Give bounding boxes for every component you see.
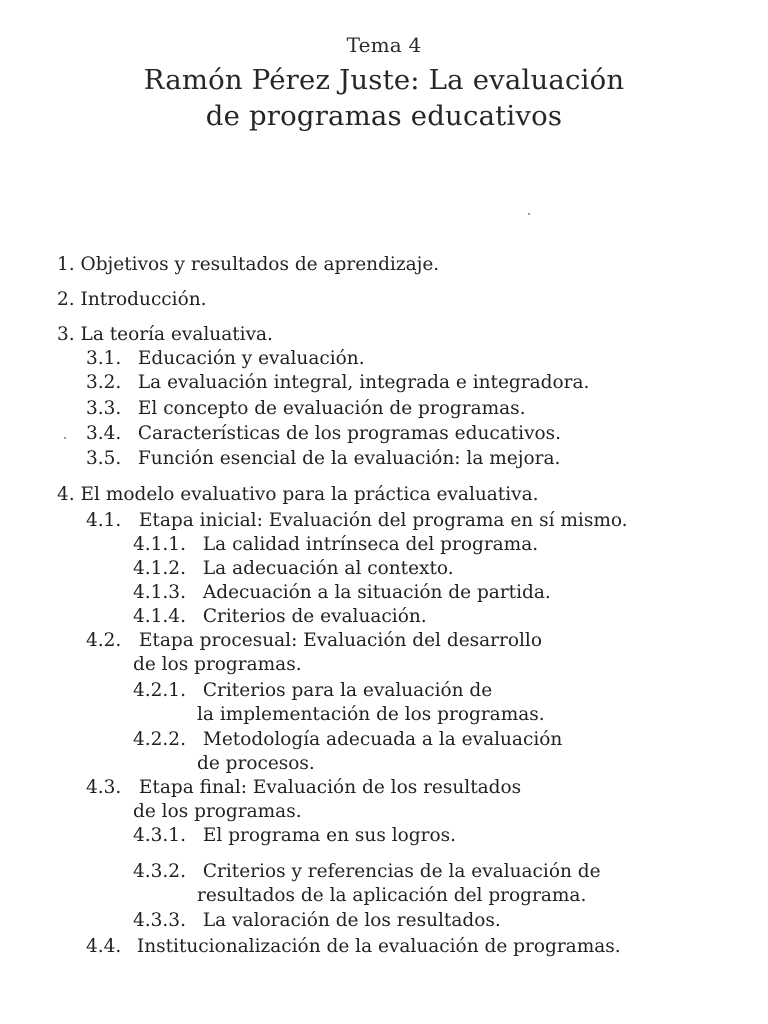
- toc-number: 2.: [57, 289, 75, 310]
- toc-text: El modelo evaluativo para la práctica evaluativa.: [80, 484, 539, 505]
- toc-item-4-3-2: [133, 861, 601, 883]
- toc-text: Características de los programas educativos.: [137, 423, 562, 444]
- toc-text: La adecuación al contexto.: [202, 558, 454, 579]
- toc-item-1: [57, 254, 439, 276]
- toc-item-4-4: [86, 936, 621, 958]
- toc-number: 4.1.4.: [133, 606, 186, 627]
- scan-speck: [64, 437, 66, 439]
- toc-number: 4.3.3.: [133, 910, 186, 931]
- toc-item-4-1: [86, 510, 628, 532]
- toc-number: 3.5.: [86, 448, 122, 469]
- toc-number: 4.: [57, 484, 75, 505]
- toc-text: Función esencial de la evaluación: la mejora.: [137, 448, 561, 469]
- toc-text: Etapa inicial: Evaluación del programa en sí mismo.: [138, 510, 628, 531]
- toc-item-4-1-2: [133, 558, 454, 580]
- toc-item-3: [57, 324, 273, 346]
- toc-item-4-1-4: [133, 606, 427, 628]
- toc-number: 4.1.1.: [133, 534, 186, 555]
- toc-item-3-1: [86, 348, 365, 370]
- toc-text: La valoración de los resultados.: [202, 910, 501, 931]
- toc-number: 4.1.3.: [133, 582, 186, 603]
- toc-number: 3.: [57, 324, 75, 345]
- toc-item-4-2-2: [133, 729, 562, 751]
- toc-text: Educación y evaluación.: [137, 348, 365, 369]
- toc-text: La evaluación integral, integrada e integradora.: [137, 372, 590, 393]
- toc-number: 3.3.: [86, 398, 122, 419]
- toc-item-4-2: [86, 630, 542, 652]
- chapter-title: [0, 62, 768, 134]
- scan-speck: [528, 213, 530, 215]
- toc-item-4-2-1-continuation: la implementación de los programas.: [197, 704, 545, 725]
- chapter-number: Tema 4: [346, 33, 422, 57]
- toc-text: Etapa final: Evaluación de los resultados: [138, 777, 522, 798]
- toc-item-4-3: [86, 777, 521, 799]
- toc-item-4-2-1: [133, 680, 492, 702]
- toc-item-3-2: [86, 372, 589, 394]
- toc-number: 4.3.: [86, 777, 122, 798]
- toc-number: 4.2.: [86, 630, 122, 651]
- toc-text: Objetivos y resultados de aprendizaje.: [80, 254, 440, 275]
- toc-item-3-4: [86, 423, 561, 445]
- toc-text: Metodología adecuada a la evaluación: [202, 729, 563, 750]
- toc-item-4-1-3: [133, 582, 551, 604]
- toc-item-2: [57, 289, 207, 311]
- chapter-title-line-1: Ramón Pérez Juste: La evaluación: [143, 64, 625, 96]
- toc-item-4: [57, 484, 539, 506]
- toc-number: 4.4.: [86, 936, 122, 957]
- toc-text: Adecuación a la situación de partida.: [202, 582, 551, 603]
- toc-item-3-3: [86, 398, 526, 420]
- toc-number: 4.2.1.: [133, 680, 186, 701]
- toc-number: 4.3.1.: [133, 825, 186, 846]
- toc-text: Criterios y referencias de la evaluación de: [202, 861, 601, 882]
- toc-text: Introducción.: [80, 289, 207, 310]
- toc-item-4-3-1: [133, 825, 456, 847]
- toc-text: Institucionalización de la evaluación de programas.: [136, 936, 621, 957]
- toc-text: La teoría evaluativa.: [80, 324, 273, 345]
- toc-text: La calidad intrínseca del programa.: [202, 534, 539, 555]
- toc-number: 4.2.2.: [133, 729, 186, 750]
- toc-item-4-2-2-continuation: de procesos.: [197, 753, 315, 774]
- toc-number: 3.2.: [86, 372, 122, 393]
- toc-number: 4.1.: [86, 510, 122, 531]
- toc-item-3-5: [86, 448, 560, 470]
- toc-number: 1.: [57, 254, 75, 275]
- toc-text: Criterios para la evaluación de: [202, 680, 493, 701]
- toc-item-4-2-continuation: de los programas.: [133, 654, 302, 675]
- chapter-title-line-2: de programas educativos: [205, 100, 563, 132]
- toc-item-4-3-2-continuation: resultados de la aplicación del programa.: [197, 885, 587, 906]
- toc-number: 3.1.: [86, 348, 122, 369]
- toc-text: El concepto de evaluación de programas.: [137, 398, 526, 419]
- toc-text: El programa en sus logros.: [202, 825, 456, 846]
- toc-number: 4.3.2.: [133, 861, 186, 882]
- toc-item-4-1-1: [133, 534, 538, 556]
- toc-text: Criterios de evaluación.: [202, 606, 427, 627]
- toc-item-4-3-continuation: de los programas.: [133, 801, 302, 822]
- toc-item-4-3-3: [133, 910, 501, 932]
- toc-number: 3.4.: [86, 423, 122, 444]
- toc-number: 4.1.2.: [133, 558, 186, 579]
- toc-text: Etapa procesual: Evaluación del desarrollo: [138, 630, 542, 651]
